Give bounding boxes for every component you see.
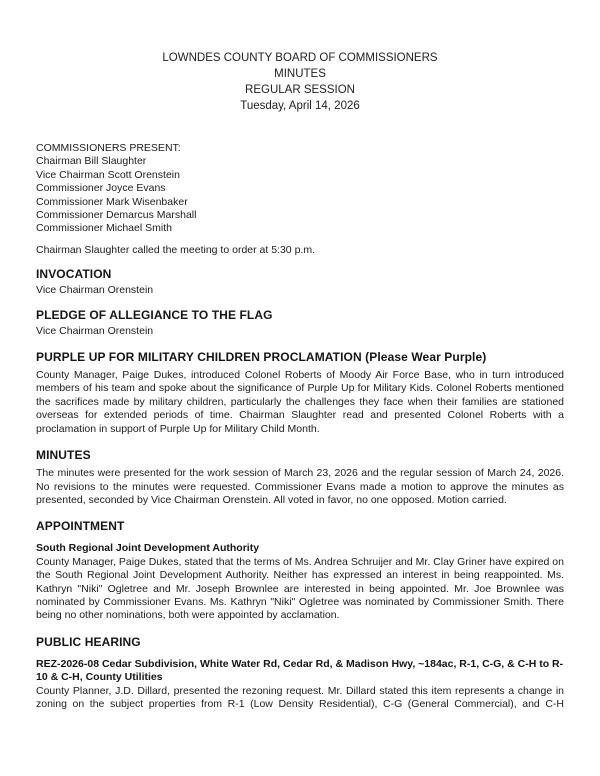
call-to-order-text: Chairman Slaughter called the meeting to order at 5:30 p.m. — [36, 243, 315, 256]
attendance-member: Chairman Bill Slaughter — [36, 155, 147, 168]
title-line-session: REGULAR SESSION — [245, 84, 355, 96]
section-heading: PURPLE UP FOR MILITARY CHILDREN PROCLAMATION (Please Wear Purple) — [36, 350, 487, 365]
section-heading: PUBLIC HEARING — [36, 634, 141, 649]
section-body: County Planner, J.D. Dillard, presented the rezoning request. Mr. Dillard stated this item represents a change in zoning on the subject properties from R-1 (Low Density Residential), C-G (General Commercial), and C-H — [36, 684, 564, 710]
section-body: Vice Chairman Orenstein — [36, 284, 154, 297]
section-heading: MINUTES — [36, 448, 91, 463]
section-heading: INVOCATION — [36, 267, 112, 282]
section-purple-up-proclamation — [36, 350, 564, 436]
section-invocation — [36, 267, 564, 297]
title-line-date: Tuesday, April 14, 2026 — [240, 100, 360, 112]
attendance-member: Vice Chairman Scott Orenstein — [36, 168, 180, 181]
section-minutes — [36, 448, 564, 507]
section-body: County Manager, Paige Dukes, stated that the terms of Ms. Andrea Schruijer and Mr. Clay Griner have expired on the South Regional Joint Development Authority. Neither has expressed an interest in being reappointed. Ms. Kathryn "Niki" Ogletree and Mr. Joseph Brownlee are interested in being appointed. Mr. Joe Brownlee was nominated by Commissioner Evans. Ms. Kathryn "Niki" Ogletree was nominated by Commissioner Smith. There being no other nominations, both were appointed by acclamation. — [36, 555, 564, 622]
attendance-section — [36, 142, 564, 236]
attendance-member: Commissioner Demarcus Marshall — [36, 209, 197, 222]
section-heading: APPOINTMENT — [36, 519, 125, 534]
section-appointment — [36, 519, 564, 622]
attendance-label: COMMISSIONERS PRESENT: — [36, 142, 181, 154]
section-public-hearing — [36, 635, 564, 712]
attendance-member: Commissioner Mark Wisenbaker — [36, 195, 188, 208]
section-subheading: REZ-2026-08 Cedar Subdivision, White Water Rd, Cedar Rd, & Madison Hwy, ~184ac, R-1, C-G, & C-H to R-10 & C-H, County Utilities — [36, 657, 564, 684]
attendance-member: Commissioner Michael Smith — [36, 222, 172, 235]
section-body: The minutes were presented for the work session of March 23, 2026 and the regular session of March 24, 2026. No revisions to the minutes were requested. Commissioner Evans made a motion to approve the minutes as presented, seconded by Vice Chairman Orenstein. All voted in favor, no one opposed. Motion carried. — [36, 467, 564, 506]
title-line-org: LOWNDES COUNTY BOARD OF COMMISSIONERS — [162, 52, 438, 64]
section-body: County Manager, Paige Dukes, introduced Colonel Roberts of Moody Air Force Base, who in turn introduced members of his team and spoke about the significance of Purple Up for Military Kids. Colonel Roberts mentioned the sacrifices made by military children, particularly the challenges they face when their families are stationed overseas for extended periods of time. Chairman Slaughter read and presented Colonel Roberts with a proclamation in support of Purple Up for Military Child Month. — [36, 369, 564, 435]
section-heading: PLEDGE OF ALLEGIANCE TO THE FLAG — [36, 307, 273, 322]
document-header — [36, 50, 564, 114]
title-line-minutes: MINUTES — [274, 68, 326, 80]
section-body: Vice Chairman Orenstein — [36, 324, 154, 337]
section-subheading: South Regional Joint Development Authority — [36, 542, 260, 555]
section-pledge — [36, 308, 564, 338]
attendance-member: Commissioner Joyce Evans — [36, 182, 166, 195]
